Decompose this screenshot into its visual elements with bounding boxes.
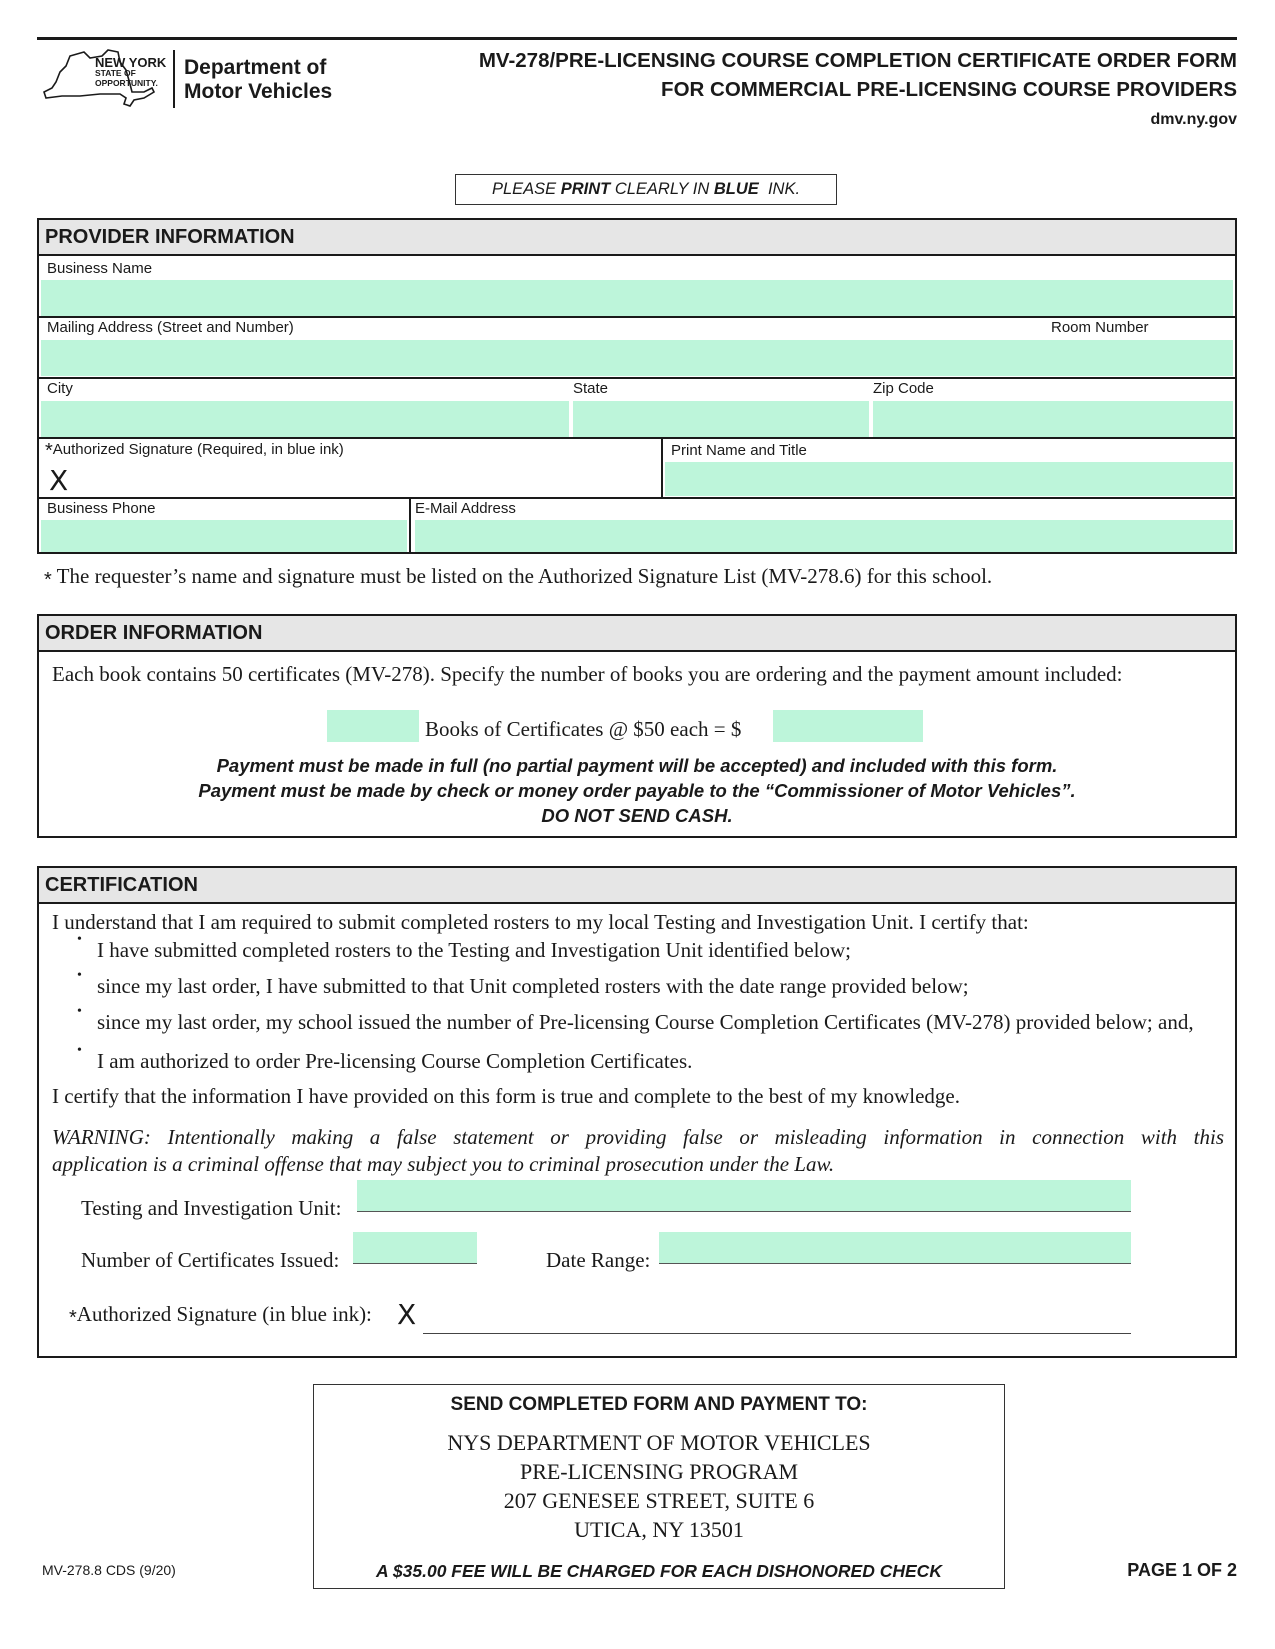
note-asterisk: * [44, 569, 52, 591]
form-title-line-1: MV-278/PRE-LICENSING COURSE COMPLETION CERTIFICATE ORDER FORM [478, 49, 1237, 72]
address-line-4: UTICA, NY 13501 [574, 1517, 744, 1542]
cert-signature-label [69, 1302, 372, 1330]
payment-line-3: DO NOT SEND CASH. [541, 805, 733, 826]
website-url[interactable]: dmv.ny.gov [1150, 111, 1237, 128]
logo-tagline-1: STATE OF [95, 68, 136, 78]
address-line-3: 207 GENESEE STREET, SUITE 6 [503, 1488, 815, 1513]
room-number-label: Room Number [1051, 319, 1149, 336]
payment-instructions [39, 753, 1235, 828]
print-note-mid: CLEARLY IN [610, 180, 714, 198]
certify-statement: I certify that the information I have provided on this form is true and complete to the best of my knowledge. [52, 1084, 961, 1108]
warning-text [52, 1124, 1224, 1178]
print-note-post: INK. [758, 180, 801, 198]
header-rule [37, 37, 1237, 40]
print-note-pre: PLEASE [491, 180, 561, 198]
mailing-instructions-box [313, 1384, 1005, 1589]
authorized-signature-text: Authorized Signature (Required, in blue ink) [52, 441, 344, 458]
divider [661, 437, 663, 497]
required-asterisk: * [69, 1307, 77, 1329]
zip-code-label: Zip Code [873, 380, 934, 397]
zip-code-field[interactable] [873, 401, 1233, 437]
form-title [417, 46, 1237, 104]
address-line-2: PRE-LICENSING PROGRAM [519, 1459, 799, 1484]
address-line-1: NYS DEPARTMENT OF MOTOR VEHICLES [447, 1430, 871, 1455]
cert-signature-text: Authorized Signature (in blue ink): [76, 1302, 372, 1326]
bullet-text: I have submitted completed rosters to the Testing and Investigation Unit identified below; [97, 938, 851, 962]
warning-line-1: WARNING: Intentionally making a false statement or providing false or misleading information in connection with this [52, 1125, 1224, 1149]
payment-amount-field[interactable] [773, 710, 923, 742]
payment-line-1: Payment must be made in full (no partial payment will be accepted) and included with this form. [216, 755, 1058, 776]
certification-bullet-4 [77, 1043, 693, 1074]
divider [39, 377, 1235, 379]
email-label: E-Mail Address [415, 500, 516, 517]
ny-wordmark [95, 55, 167, 88]
page-number: PAGE 1 OF 2 [1127, 1560, 1237, 1580]
bullet-text: since my last order, my school issued the number of Pre-licensing Course Completion Certificates (MV-278) provided below; and, [97, 1010, 1194, 1034]
city-label: City [47, 380, 73, 397]
send-to-title: SEND COMPLETED FORM AND PAYMENT TO: [450, 1394, 868, 1415]
certificates-issued-field[interactable] [353, 1232, 477, 1264]
dmv-name-line-2: Motor Vehicles [184, 80, 333, 103]
requester-note-text: The requester’s name and signature must be listed on the Authorized Signature List (MV-278.6) for this school. [56, 564, 993, 588]
form-code: MV-278.8 CDS (9/20) [42, 1562, 176, 1578]
signature-x-mark: X [49, 464, 69, 497]
provider-information-section [37, 218, 1237, 554]
authorized-signature-field[interactable] [41, 460, 661, 496]
state-field[interactable] [573, 401, 869, 437]
certificates-issued-label: Number of Certificates Issued: [81, 1248, 340, 1272]
logo-divider [173, 50, 175, 108]
cert-signature-x-mark: X [397, 1298, 417, 1331]
nys-dmv-logo [40, 48, 340, 112]
order-intro: Each book contains 50 certificates (MV-278). Specify the number of books you are ordering and the payment amount included: [52, 662, 1123, 686]
bullet: • [77, 968, 82, 983]
business-name-field[interactable] [41, 280, 1233, 316]
mailing-address-label: Mailing Address (Street and Number) [47, 319, 294, 336]
certification-bullet-2 [77, 968, 969, 999]
business-name-label: Business Name [47, 260, 153, 277]
bullet: • [77, 1043, 82, 1058]
testing-unit-label: Testing and Investigation Unit: [81, 1196, 342, 1220]
print-note-print: PRINT [560, 180, 611, 198]
business-phone-field[interactable] [41, 520, 407, 552]
email-field[interactable] [415, 520, 1233, 552]
bullet-text: since my last order, I have submitted to that Unit completed rosters with the date range provided below; [97, 974, 969, 998]
divider [409, 497, 411, 552]
certification-heading: CERTIFICATION [39, 868, 1235, 904]
logo-state: NEW YORK [95, 55, 167, 70]
certification-intro: I understand that I am required to submit completed rosters to my local Testing and Investigation Unit. I certify that: [52, 910, 1029, 934]
order-information-section [37, 614, 1237, 838]
testing-unit-field[interactable] [357, 1180, 1131, 1212]
dmv-name-line-1: Department of [184, 56, 327, 79]
dmv-name [184, 56, 332, 104]
date-range-field[interactable] [659, 1232, 1131, 1264]
provider-heading: PROVIDER INFORMATION [39, 220, 1235, 256]
bullet: • [77, 932, 82, 947]
form-title-line-2: FOR COMMERCIAL PRE-LICENSING COURSE PROVIDERS [661, 78, 1237, 101]
divider [39, 437, 1235, 439]
print-name-label: Print Name and Title [671, 442, 807, 459]
payment-line-2: Payment must be made by check or money order payable to the “Commissioner of Motor Vehicles”. [198, 780, 1076, 801]
warning-line-2: application is a criminal offense that may subject you to criminal prosecution under the Law. [52, 1152, 835, 1176]
divider [39, 497, 1235, 499]
state-label: State [573, 380, 609, 397]
mailing-address-field[interactable] [41, 340, 1233, 376]
certification-section [37, 866, 1237, 1358]
business-phone-label: Business Phone [47, 500, 156, 517]
requester-note [44, 564, 992, 592]
books-quantity-field[interactable] [327, 710, 419, 742]
city-field[interactable] [41, 401, 569, 437]
certification-bullet-3 [77, 1004, 1194, 1035]
print-note-blue: BLUE [713, 180, 759, 198]
order-heading: ORDER INFORMATION [39, 616, 1235, 652]
bullet-text: I am authorized to order Pre-licensing Course Completion Certificates. [97, 1049, 693, 1073]
bullet: • [77, 1004, 82, 1019]
logo-tagline-2: OPPORTUNITY. [95, 78, 158, 88]
dishonored-check-fee: A $35.00 FEE WILL BE CHARGED FOR EACH DISHONORED CHECK [376, 1561, 942, 1581]
divider [39, 316, 1235, 318]
cert-signature-field[interactable] [423, 1308, 1131, 1334]
date-range-label: Date Range: [546, 1248, 651, 1272]
required-asterisk: * [45, 440, 53, 462]
print-name-field[interactable] [665, 462, 1233, 496]
certification-bullet-1 [77, 932, 851, 963]
print-instruction [455, 174, 837, 205]
books-price-text: Books of Certificates @ $50 each = $ [425, 717, 742, 741]
mailing-address [314, 1428, 1004, 1544]
